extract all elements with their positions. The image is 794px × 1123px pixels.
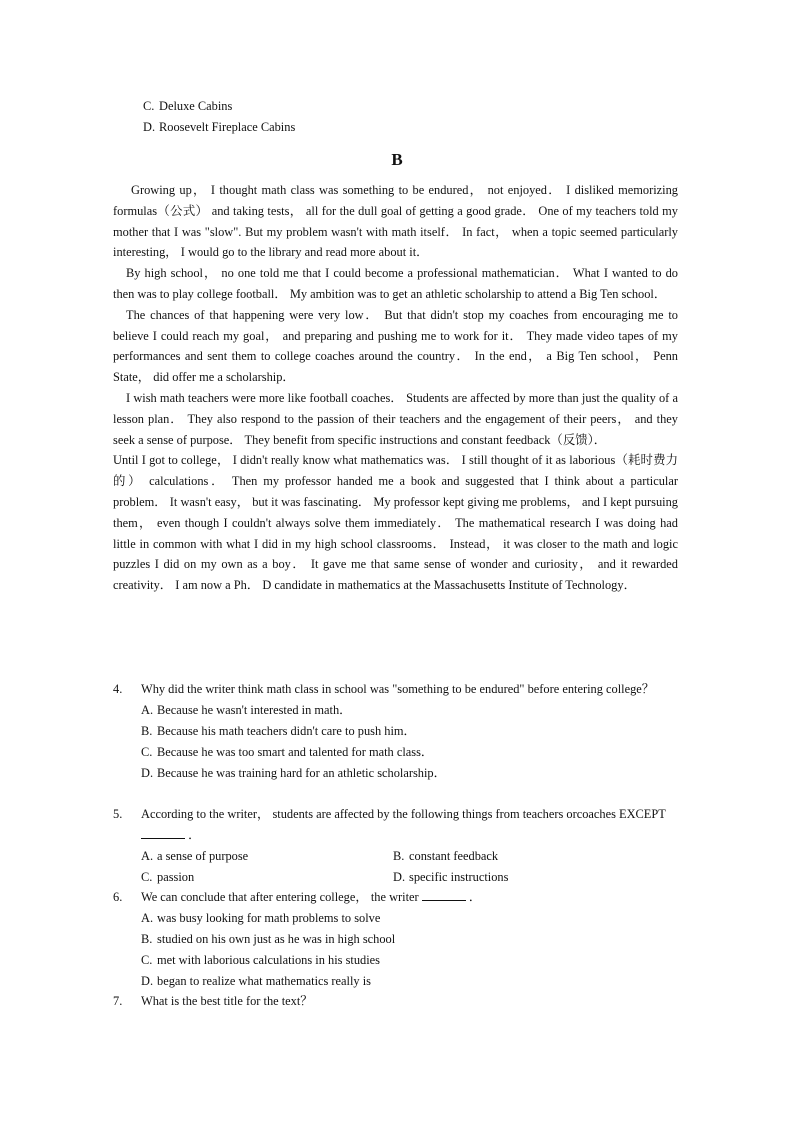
option-c[interactable] bbox=[141, 950, 678, 971]
option-a[interactable] bbox=[141, 908, 678, 929]
option-text: Because he wasn't interested in math． bbox=[157, 703, 352, 717]
option-letter: C. bbox=[141, 953, 153, 967]
option-text: was busy looking for math problems to solve bbox=[157, 911, 381, 925]
option-letter: A. bbox=[141, 911, 154, 925]
question-number: 5. bbox=[113, 807, 123, 821]
option-b[interactable] bbox=[393, 846, 645, 867]
option-letter: B. bbox=[141, 932, 153, 946]
option-text: Because he was too smart and talented for math class． bbox=[157, 745, 434, 759]
option-d[interactable] bbox=[393, 867, 645, 888]
prev-option-c bbox=[143, 96, 232, 117]
question-4 bbox=[113, 679, 678, 784]
option-letter: D. bbox=[141, 974, 154, 988]
option-text: specific instructions bbox=[409, 870, 509, 884]
option-d[interactable] bbox=[141, 971, 678, 992]
question-stem: What is the best title for the text？ bbox=[141, 994, 313, 1008]
question-stem bbox=[141, 887, 678, 908]
option-letter: C. bbox=[141, 870, 153, 884]
question-options bbox=[141, 846, 678, 888]
option-b[interactable] bbox=[141, 929, 678, 950]
answer-blank bbox=[141, 826, 185, 839]
question-5 bbox=[113, 804, 678, 888]
option-b[interactable] bbox=[141, 721, 678, 742]
option-letter: D. bbox=[143, 120, 156, 134]
question-options bbox=[141, 700, 678, 784]
question-options bbox=[141, 908, 678, 992]
question-stem-text: We can conclude that after entering college， the writer bbox=[141, 890, 419, 904]
question-7 bbox=[113, 991, 678, 1012]
option-letter: C. bbox=[141, 745, 153, 759]
option-text: Roosevelt Fireplace Cabins bbox=[159, 120, 296, 134]
question-number: 7. bbox=[113, 994, 123, 1008]
option-text: began to realize what mathematics really is bbox=[157, 974, 371, 988]
option-letter: D. bbox=[393, 870, 406, 884]
question-number: 4. bbox=[113, 682, 123, 696]
section-title: B bbox=[391, 150, 403, 169]
option-text: Deluxe Cabins bbox=[159, 99, 233, 113]
question-number: 6. bbox=[113, 890, 123, 904]
option-letter: B. bbox=[393, 849, 405, 863]
option-letter: B. bbox=[141, 724, 153, 738]
passage bbox=[113, 180, 678, 596]
question-stem: Why did the writer think math class in school was "something to be endured" before entering college？ bbox=[141, 682, 655, 696]
option-text: met with laborious calculations in his studies bbox=[157, 953, 381, 967]
question-stem bbox=[141, 804, 678, 846]
passage-paragraph-5: Until I got to college， I didn't really know what mathematics was． I still thought of it as laborious（耗时费力的） calculations． Then my professor handed me a book and suggested that I think about a particular problem． It wasn't easy， but it was fascinating． My professor kept giving me problems， and I kept pursuing them， even though I couldn't always solve them immediately． The mathematical research I was doing had little in common with what I did in my high school classrooms． Instead， it was closer to the math and logic puzzles I did on my own as a boy． It gave me that same sense of wonder and curiosity， and it rewarded creativity． I am now a Ph． D candidate in mathematics at the Massachusetts Institute of Technology． bbox=[113, 453, 678, 593]
option-text: constant feedback bbox=[409, 849, 499, 863]
question-6 bbox=[113, 887, 678, 992]
option-c[interactable] bbox=[141, 867, 393, 888]
passage-paragraph-2: By high school， no one told me that I could become a professional mathematician． What I wanted to do then was to play college football． My ambition was to get an athletic scholarship to attend a Big Ten school． bbox=[113, 266, 678, 301]
options-row bbox=[141, 846, 678, 867]
passage-paragraph-4: I wish math teachers were more like football coaches． Students are affected by more than just the quality of a lesson plan． They also respond to the passion of their teachers and the engagement of their peers， and they seek a sense of purpose． They benefit from specific instructions and constant feedback（反馈）． bbox=[113, 390, 678, 447]
passage-paragraph-1: Growing up， I thought math class was something to be endured， not enjoyed． I disliked memorizing formulas（公式） and taking tests， all for the dull goal of getting a good grade． One of my teachers told my mother that I was "slow". But my problem wasn't with math itself． In fact， when a topic seemed particularly interesting， I would go to the library and read more about it． bbox=[113, 183, 678, 260]
option-text: passion bbox=[157, 870, 195, 884]
option-a[interactable] bbox=[141, 846, 393, 867]
option-letter: D. bbox=[141, 766, 154, 780]
answer-blank bbox=[422, 888, 466, 901]
option-text: Because he was training hard for an athletic scholarship． bbox=[157, 766, 447, 780]
option-d[interactable] bbox=[141, 763, 678, 784]
option-c[interactable] bbox=[141, 742, 678, 763]
question-stem-end: ． bbox=[468, 890, 482, 904]
option-text: Because his math teachers didn't care to push him． bbox=[157, 724, 416, 738]
option-letter: A. bbox=[141, 703, 154, 717]
passage-paragraph-3: The chances of that happening were very low． But that didn't stop my coaches from encouraging me to believe I could reach my goal， and preparing and pushing me to work for it． They made video tapes of my performances and sent them to college coaches around the country． In the end， a Big Ten school， Penn State， did offer me a scholarship． bbox=[113, 307, 678, 385]
question-stem-text: According to the writer， students are affected by the following things from teachers orcoaches EXCEPT bbox=[141, 807, 666, 821]
option-a[interactable] bbox=[141, 700, 678, 721]
question-stem-end: ． bbox=[188, 828, 201, 842]
option-letter: C. bbox=[143, 99, 155, 113]
option-text: studied on his own just as he was in high school bbox=[157, 932, 396, 946]
prev-option-d bbox=[143, 117, 295, 138]
option-text: a sense of purpose bbox=[157, 849, 249, 863]
options-row bbox=[141, 867, 678, 888]
option-letter: A. bbox=[141, 849, 154, 863]
